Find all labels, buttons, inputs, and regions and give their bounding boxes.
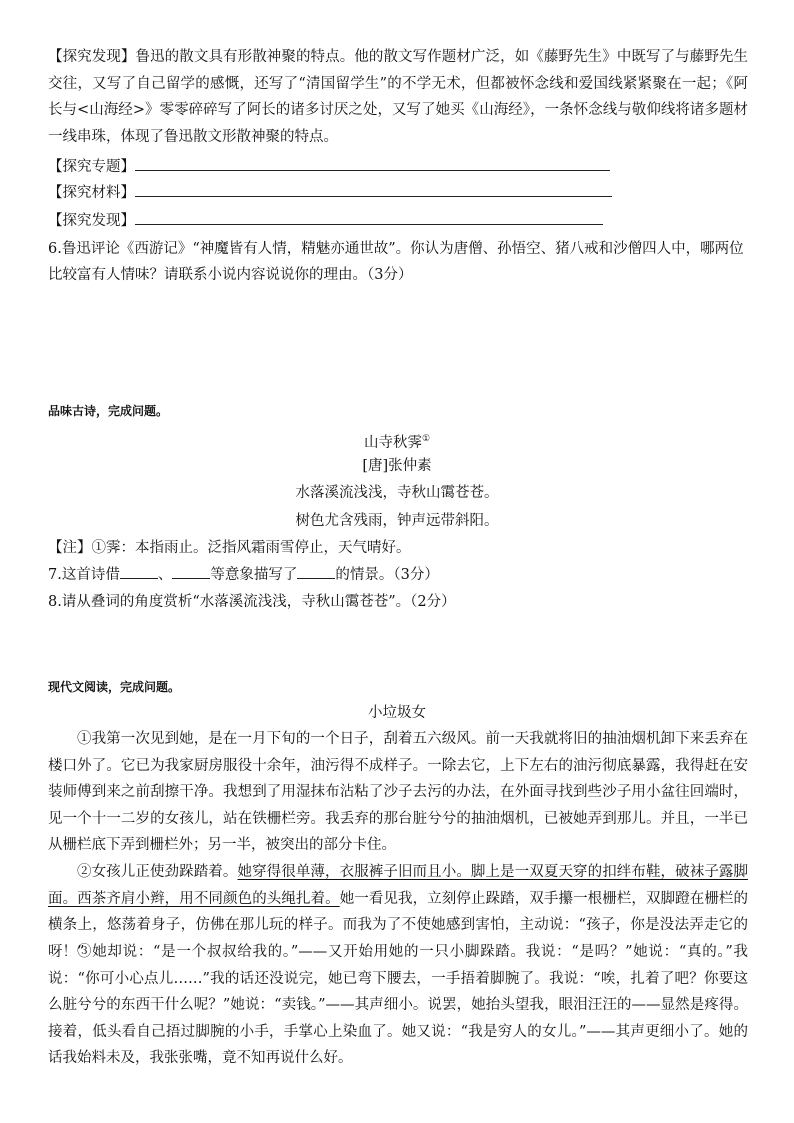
poem-note: 【注】①霁：本指雨止。泛指风霜雨雪停止，天气晴好。 — [48, 540, 411, 556]
poem-line-1: 水落溪流浅浅，寺秋山霭苍苍。 — [295, 485, 499, 501]
poem-section-heading: 品味古诗，完成问题。 — [48, 404, 169, 418]
story-title: 小垃圾女 — [368, 705, 426, 721]
question-7-blank-2[interactable] — [172, 564, 210, 579]
discovery-label: 【探究发现】 — [48, 49, 136, 65]
material-answer-line[interactable] — [135, 182, 612, 197]
topic-answer-line[interactable] — [135, 156, 610, 171]
question-7-part-c: 等意象描写了 — [210, 567, 298, 583]
discovery2-label: 【探究发现】 — [48, 213, 135, 229]
discovery-paragraph — [48, 44, 748, 150]
discovery2-line — [48, 210, 748, 232]
discovery-text: 鲁迅的散文具有形散神聚的特点。他的散文写作题材广泛，如《藤野先生》中既写了与藤野先生交往，又写了自己留学的感慨，还写了“清国留学生”的不学无术，但都被怀念线和爱国线紧紧聚在一起；《阿长与<山海经>》零零碎碎写了阿长的诸多讨厌之处，又写了她买《山海经》，一条怀念线与敬仰线将诸多题材一线串珠，体现了鲁迅散文形散神聚的特点。 — [48, 49, 749, 145]
topic-label: 【探究专题】 — [48, 159, 135, 175]
poem-title-note-mark: ① — [421, 434, 431, 444]
discovery2-answer-line[interactable] — [135, 210, 603, 225]
question-7 — [48, 564, 748, 586]
modern-section-heading: 现代文阅读，完成问题。 — [48, 680, 181, 694]
question-7-part-a: 7.这首诗借 — [48, 567, 120, 583]
question-7-blank-3[interactable] — [297, 564, 335, 579]
question-6-line-1: 6.鲁迅评论《西游记》“神魔皆有人情，精魅亦通世故”。你认为唐僧、孙悟空、猪八戒和沙僧四人中，哪两位 — [48, 241, 744, 257]
material-line — [48, 182, 748, 204]
question-6-line-2: 比较富有人情味？请联系小说内容说说你的理由。（3分） — [48, 267, 413, 283]
question-8: 8.请从叠词的角度赏析“水落溪流浅浅，寺秋山霭苍苍”。（2分） — [48, 594, 456, 610]
story-paragraph-2-start: ②女孩儿正使劲跺踏着。 — [77, 864, 238, 880]
poem-title — [0, 428, 794, 454]
poem-line-2: 树色尤含残雨，钟声远带斜阳。 — [295, 513, 499, 529]
poem-author: [唐]张仲素 — [362, 458, 432, 474]
story-paragraph-2-underlined: 她穿得很单薄，衣服裤子旧而且小。脚上是一双夏天穿的扣绊布鞋，破袜子露脚面。西茶齐肩小辫，用不同颜色的头绳扎着。 — [48, 864, 749, 907]
material-label: 【探究材料】 — [48, 185, 135, 201]
poem-title-text: 山寺秋霁 — [363, 434, 422, 451]
question-7-part-d: 的情景。（3分） — [335, 567, 439, 583]
question-7-part-b: 、 — [157, 567, 173, 583]
question-7-blank-1[interactable] — [120, 564, 158, 579]
story-paragraph-3: ③她却说：“是一个叔叔给我的。”——又开始用她的一只小脚跺踏。我说：“是吗？”她说：“真的。”我说：“你可小心点儿……”我的话还没说完，她已弯下腰去，一手捂着脚腕了。我说：“唉，扎着了吧？你要这么脏兮兮的东西干什么呢？”她说：“卖钱。”——其声细小。说罢，她抬头望我，眼泪汪汪的——显然是疼得。接着，低头看自己捂过脚腕的小手，手掌心上染血了。她又说：“我是穷人的女儿。”——其声更细小了。她的话我始料未及，我张张嘴，竟不知再说什么好。 — [48, 944, 748, 1066]
story-paragraph-1: ①我第一次见到她，是在一月下旬的一个日子，刮着五六级风。前一天我就将旧的抽油烟机卸下来丢弃在楼口外了。它已为我家厨房服役十余年，油污得不成样子。一除去它，上下左右的油污彻底暴露，我得赶在安装师傅到来之前刮擦干净。我想到了用湿抹布沾粘了沙子去污的办法，在外面寻找到些沙子用小盆往回端时，见一个十一二岁的女孩儿，站在铁栅栏旁。我丢弃的那台脏兮兮的抽油烟机，已被她弄到那儿。并且，一半已从栅栏底下弄到栅栏外；另一半，被突出的部分卡住。 — [48, 731, 748, 853]
story-paragraph-2-end: 她一看见我，立刻停止跺踏，双手攥一根栅栏，双脚蹬在栅栏的横条上，悠荡着身子，仿佛在那儿玩的样子。而我为了不使她感到害怕，主动说：“孩子，你是没法弄走它的呀！” — [48, 890, 748, 960]
topic-line — [48, 156, 748, 178]
